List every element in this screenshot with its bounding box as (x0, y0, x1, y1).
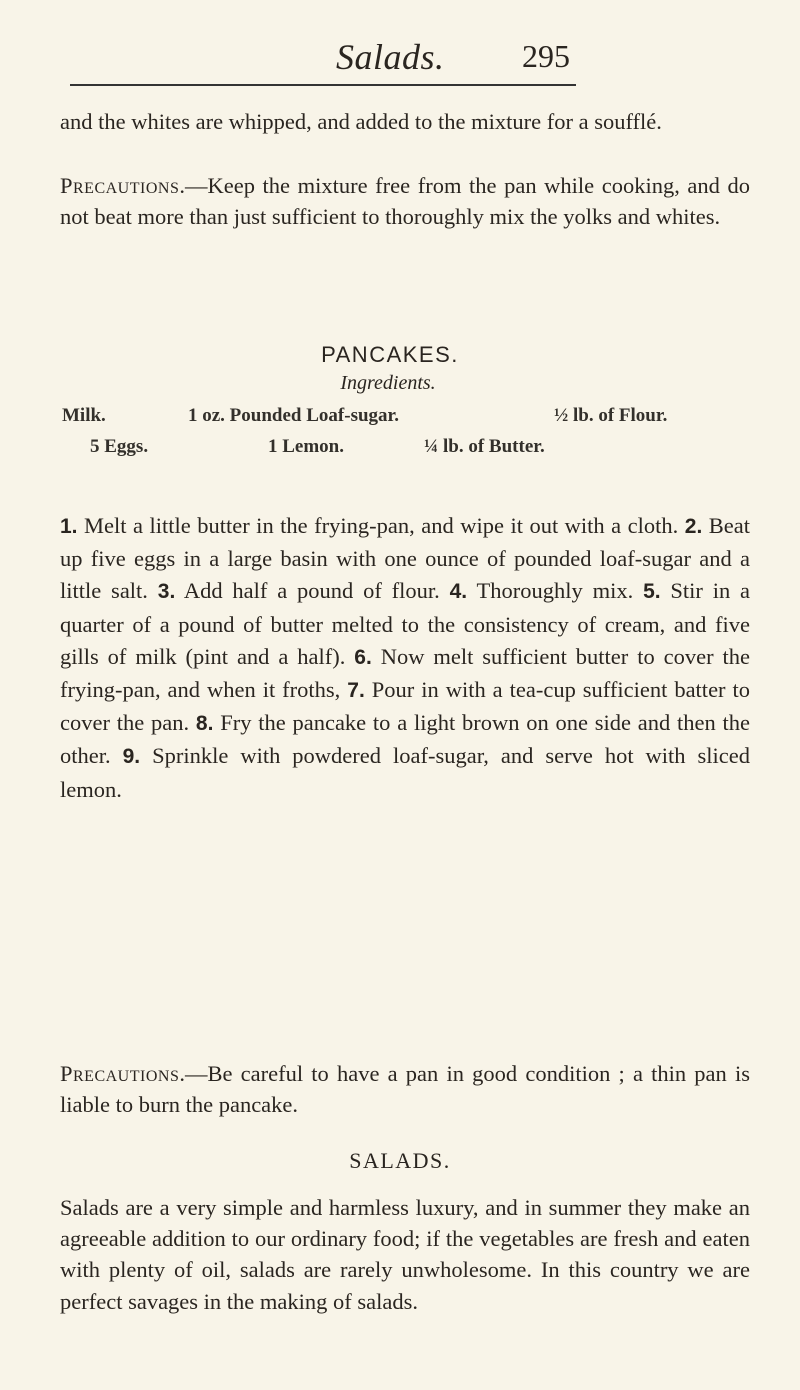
step-text: Sprinkle with powdered loaf-sugar, and serve hot with sliced lemon. (60, 743, 751, 802)
paragraph-salads (60, 1192, 750, 1317)
ingredient: 5 Eggs. (90, 436, 149, 457)
step-number: 7. (347, 679, 365, 703)
step-text: Now melt sufficient butter to cover the frying-pan, and when it froths, (60, 643, 750, 703)
step-number: 3. (157, 580, 176, 604)
salads-heading: SALADS. (349, 1148, 451, 1173)
pancakes-heading: PANCAKES. (321, 342, 459, 367)
step-text: Add half a pound of flour. (183, 578, 440, 604)
ingredients-heading: Ingredients. (340, 372, 436, 394)
step-text: Fry the pancake to a light brown on one side and then the other. (60, 710, 751, 769)
page-number: 295 (522, 38, 570, 74)
step-number: 6. (354, 645, 372, 669)
step-number: 1. (60, 515, 78, 538)
step-number: 5. (643, 580, 661, 604)
paragraph-text: Salads are a very simple and harmless luxury, and in summer they make an agreeable addition to our ordinary food; if the vegetables are fresh and eaten with plenty of oil, salads are rarely unwholesome. In this country we are perfect savages in the making of salads. (60, 1195, 750, 1314)
step-text: Stir in a quarter of a pound of butter melted to the consistency of cream, and five gills of milk (pint and a half). (60, 578, 751, 669)
step-text: Beat up five eggs in a large basin with one ounce of pounded loaf-sugar and a little salt. (60, 513, 751, 604)
ingredient: 1 Lemon. (268, 436, 344, 457)
step-text: Melt a little butter in the frying-pan, and wipe it out with a cloth. (84, 513, 679, 538)
pancake-steps (60, 510, 750, 806)
precautions-text: .—Be careful to have a pan in good condition ; a thin pan is liable to burn the pancake. (60, 1061, 750, 1118)
precautions-label: Precautions (60, 173, 180, 198)
ingredient: ¼ lb. of Butter. (424, 436, 545, 457)
paragraph-precautions-souffle (60, 170, 750, 232)
precautions-text: .—Keep the mixture free from the pan while cooking, and do not beat more than just sufficient to thoroughly mix the yolks and whites. (60, 173, 750, 230)
step-number: 9. (122, 745, 141, 769)
paragraph-text: and the whites are whipped, and added to the mixture for a soufflé. (60, 109, 662, 134)
paragraph-text (60, 170, 750, 232)
running-title: Salads. (336, 37, 445, 77)
running-head (0, 30, 800, 84)
step-text: Pour in with a tea-cup sufficient batter to cover the pan. (60, 677, 751, 736)
header-rule (70, 84, 576, 86)
step-number: 2. (684, 515, 703, 538)
step-text: Thoroughly mix. (476, 578, 634, 604)
steps-paragraph (60, 510, 750, 806)
ingredient: ½ lb. of Flour. (554, 405, 668, 426)
ingredient: Milk. (62, 405, 106, 426)
step-number: 4. (449, 580, 468, 604)
paragraph-precautions-pancakes (60, 1058, 750, 1120)
ingredient: 1 oz. Pounded Loaf-sugar. (188, 405, 399, 426)
paragraph-text (60, 1058, 750, 1120)
precautions-label: Precautions (60, 1061, 180, 1086)
paragraph-souffle-end (60, 106, 750, 137)
step-number: 8. (195, 712, 214, 736)
